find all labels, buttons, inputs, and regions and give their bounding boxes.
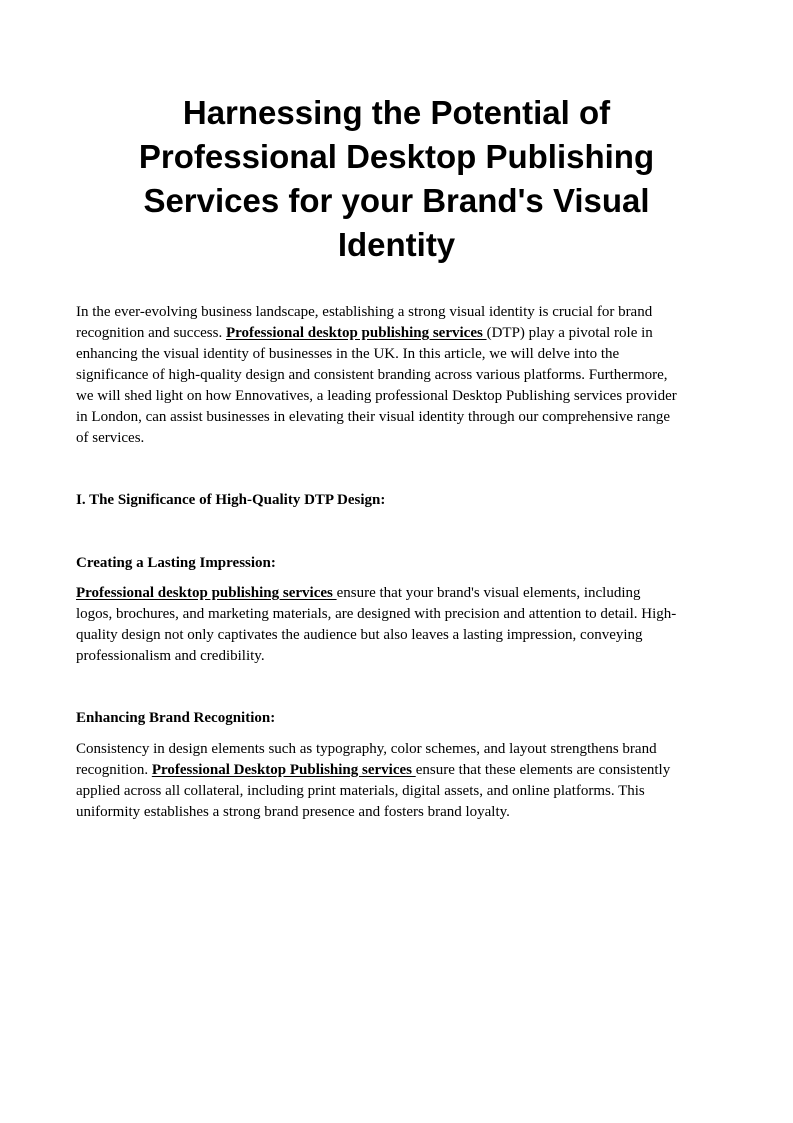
title-line: Professional Desktop Publishing [138,138,655,175]
title-line: Harnessing the Potential of [182,94,611,131]
paragraph-line [76,583,726,604]
paragraph-text: recognition. [76,762,152,778]
title-line: Identity [337,226,456,263]
dtp-services-link[interactable]: Professional desktop publishing services [225,325,487,341]
paragraph-line: in London, can assist businesses in elevating their visual identity through our comprehensive range [76,409,671,425]
paragraph-line: uniformity establishes a strong brand presence and fosters brand loyalty. [76,804,510,820]
subsection-heading: Enhancing Brand Recognition: [76,710,276,726]
subsection-heading: Creating a Lasting Impression: [76,555,276,571]
paragraph-line: of services. [76,430,145,446]
paragraph-text: recognition and success. [76,325,226,341]
dtp-services-link[interactable]: Professional desktop publishing services [76,585,337,601]
subsection-paragraph [76,583,726,667]
section-heading: I. The Significance of High-Quality DTP Design: [76,492,386,508]
paragraph-line: In the ever-evolving business landscape, establishing a strong visual identity is crucial for brand [76,304,653,320]
paragraph-line: logos, brochures, and marketing materials, are designed with precision and attention to detail. High- [76,606,677,622]
title-line: Services for your Brand's Visual [143,182,650,219]
paragraph-line: professionalism and credibility. [76,648,265,664]
paragraph-text: ensure that these elements are consistently [415,762,671,778]
paragraph-line [76,760,726,781]
paragraph-line: significance of high-quality design and consistent branding across various platforms. Furthermore, [76,367,668,383]
paragraph-line: enhancing the visual identity of businesses in the UK. In this article, we will delve into the [76,346,620,362]
intro-paragraph [76,302,726,449]
paragraph-line: Consistency in design elements such as typography, color schemes, and layout strengthens brand [76,741,657,757]
page-title [76,91,717,267]
paragraph-line: we will shed light on how Ennovatives, a leading professional Desktop Publishing services provider [76,388,677,404]
paragraph-text: ensure that your brand's visual elements, including [336,585,641,601]
paragraph-line: applied across all collateral, including print materials, digital assets, and online platforms. This [76,783,645,799]
subsection-paragraph [76,739,726,823]
dtp-services-link[interactable]: Professional Desktop Publishing services [151,762,416,778]
paragraph-text: (DTP) play a pivotal role in [486,325,653,341]
paragraph-line [76,323,726,344]
paragraph-line: quality design not only captivates the audience but also leaves a lasting impression, conveying [76,627,643,643]
